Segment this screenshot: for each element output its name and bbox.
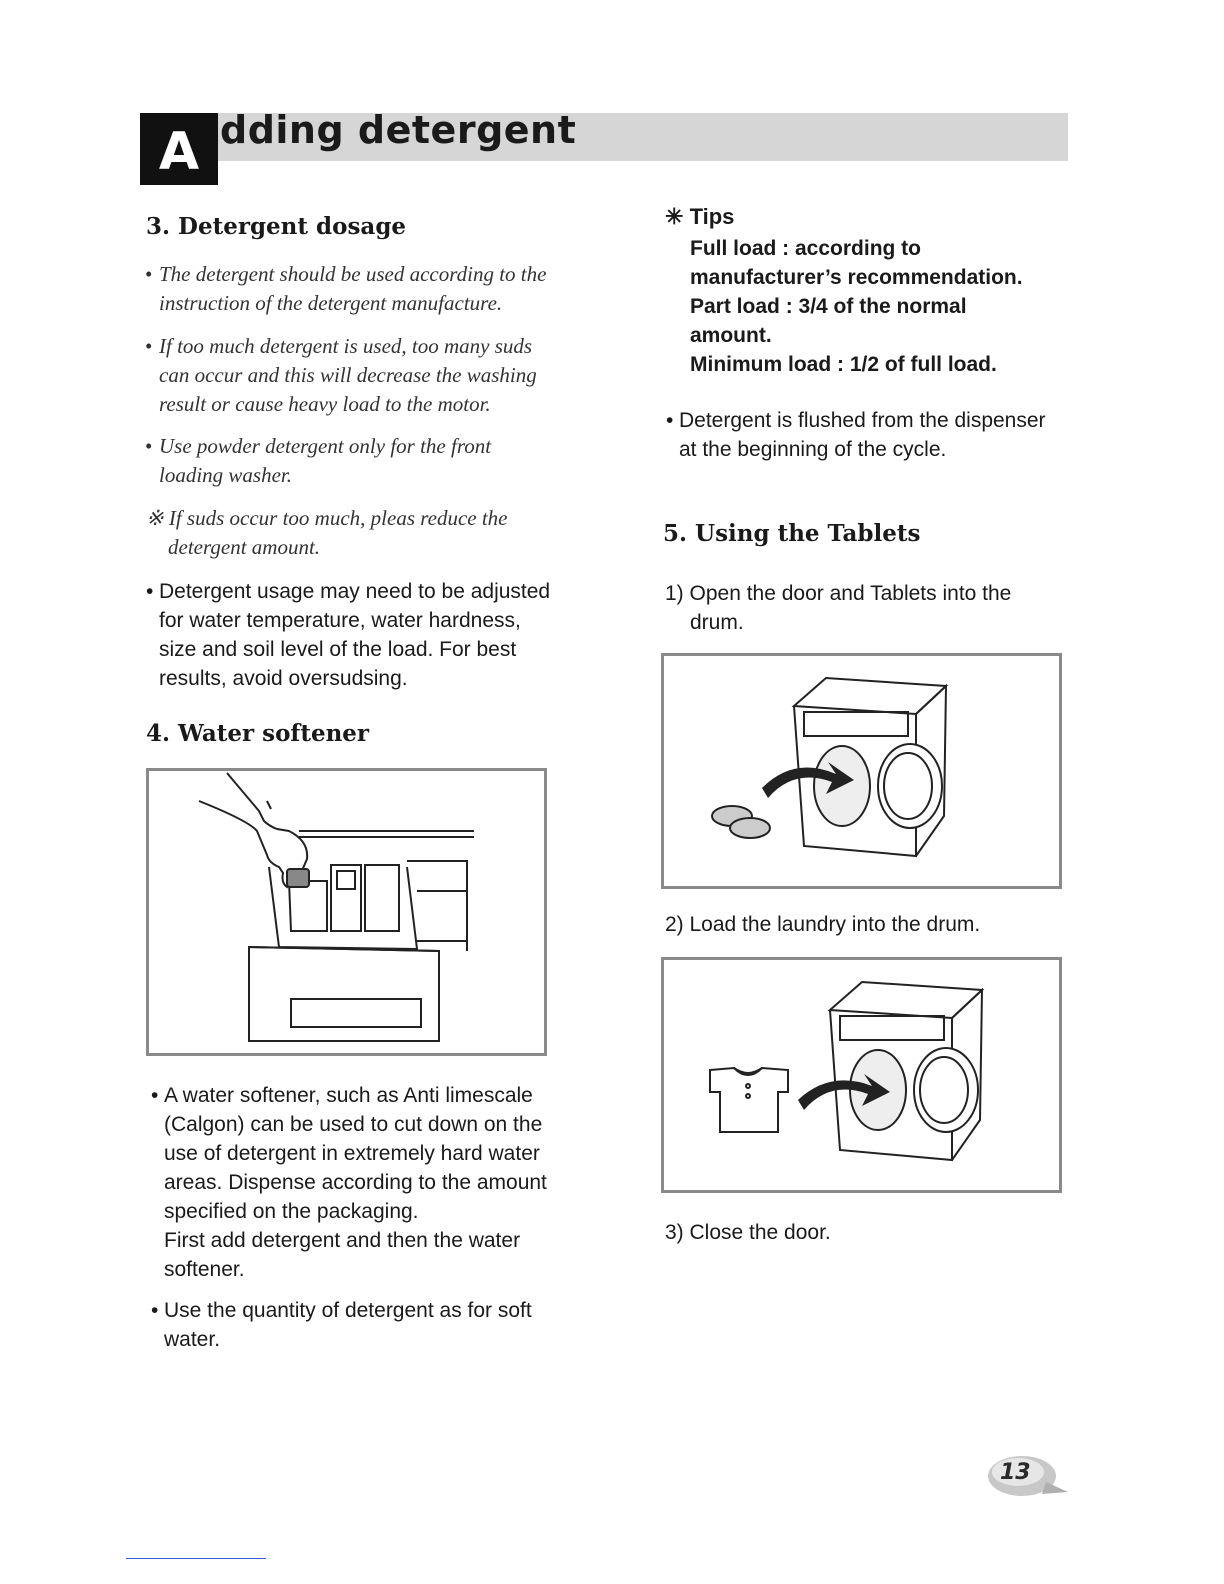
bottom-rule	[126, 1558, 266, 1559]
water-softener-figure	[146, 768, 547, 1056]
laundry-into-drum-illustration	[664, 960, 1059, 1190]
bullet-icon: •	[145, 262, 153, 286]
page-number: 13	[1000, 1460, 1031, 1485]
tips-body: Full load : according to manufacturer’s recommendation. Part load : 3/4 of the normal amount. Minimum load : 1/2 of full load.	[690, 237, 1023, 376]
header-initial-letter: A	[140, 113, 218, 185]
step-3: 3) Close the door.	[665, 1221, 831, 1244]
bullet-icon: •	[151, 1084, 159, 1107]
tips-heading: ✳ Tips	[665, 204, 735, 229]
step-1: 1) Open the door and Tablets into the drum.	[665, 582, 1012, 634]
asterisk-icon: ※	[146, 506, 164, 530]
bullet-icon: •	[145, 434, 153, 458]
dispenser-drawer-illustration	[149, 771, 544, 1053]
tablets-into-drum-illustration	[664, 656, 1059, 886]
softener-bullet-1: • A water softener, such as Anti limescale (Calgon) can be used to cut down on the use of detergent in extremely hard water areas. Dispense according to the amount specified on the packaging. First add detergent and then the water softener.	[164, 1081, 547, 1284]
tablets-figure	[661, 653, 1062, 889]
page-number-badge	[986, 1452, 1070, 1502]
dosage-bullet-2: • If too much detergent is used, too many suds can occur and this will decrease the washing result or cause heavy load to the motor.	[145, 334, 537, 416]
section-4-heading: 4. Water softener	[146, 720, 370, 747]
suds-note: ※ If suds occur too much, pleas reduce the detergent amount.	[146, 506, 508, 559]
asterisk-icon: ✳	[665, 204, 684, 229]
section-5-heading: 5. Using the Tablets	[663, 520, 921, 547]
step-2: 2) Load the laundry into the drum.	[665, 913, 981, 936]
usage-bullet: • Detergent usage may need to be adjusted for water temperature, water hardness, size and soil level of the load. For best results, avoid oversudsing.	[159, 577, 550, 693]
page-title: dding detergent	[220, 108, 577, 152]
laundry-figure	[661, 957, 1062, 1193]
bullet-icon: •	[145, 334, 153, 358]
section-3-heading: 3. Detergent dosage	[146, 213, 407, 240]
dosage-bullet-3: • Use powder detergent only for the front loading washer.	[145, 434, 492, 487]
softener-bullet-2: • Use the quantity of detergent as for soft water.	[164, 1296, 532, 1354]
bullet-icon: •	[151, 1299, 159, 1322]
bullet-icon: •	[666, 409, 674, 432]
bullet-icon: •	[146, 580, 154, 603]
flush-bullet: • Detergent is flushed from the dispenser at the beginning of the cycle.	[679, 406, 1046, 464]
dosage-bullet-1: • The detergent should be used according to the instruction of the detergent manufacture.	[145, 262, 547, 315]
